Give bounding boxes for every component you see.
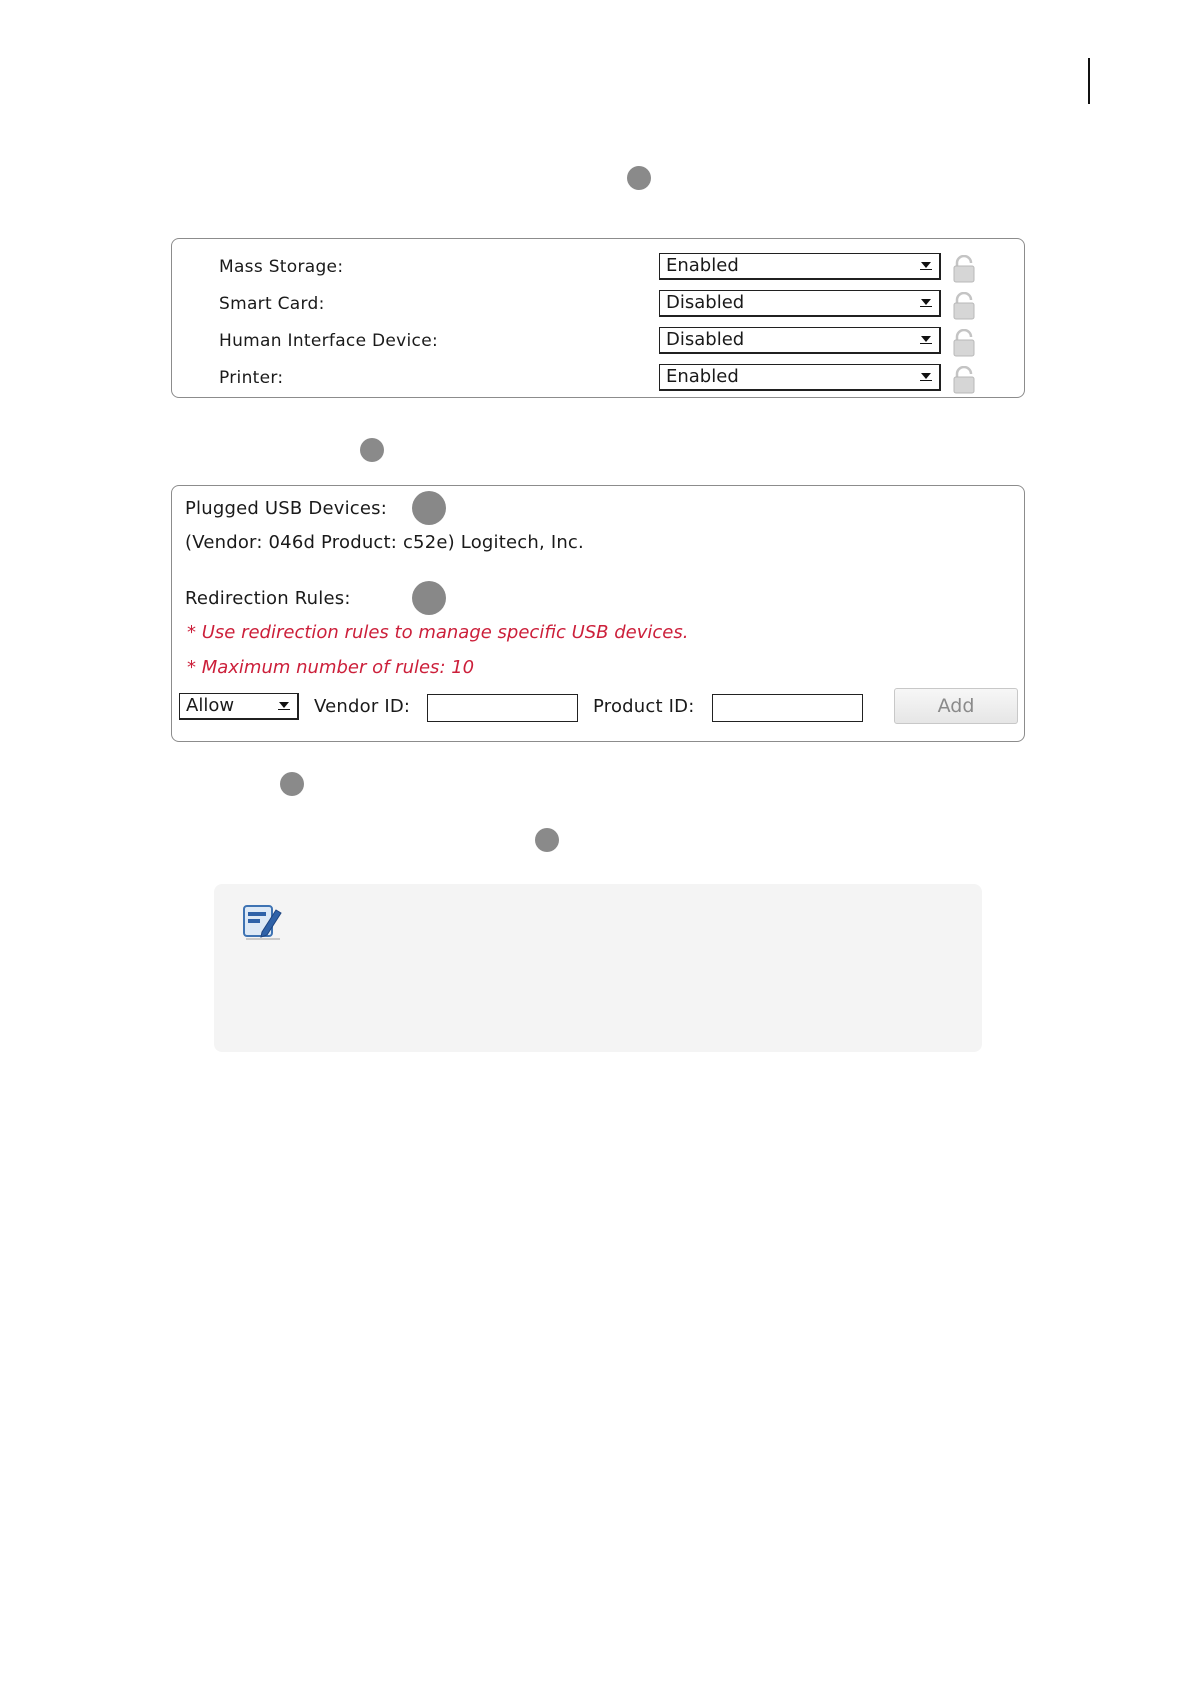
device-row-smart-card — [172, 287, 1024, 323]
lock-icon[interactable] — [951, 366, 977, 394]
callout-marker — [535, 828, 559, 852]
chevron-down-icon — [921, 336, 931, 342]
callout-marker — [627, 166, 651, 190]
lock-icon[interactable] — [951, 292, 977, 320]
select-value: Disabled — [666, 329, 745, 350]
rule-action-select[interactable] — [179, 693, 299, 720]
device-label: Human Interface Device: — [219, 331, 438, 351]
note-icon — [240, 902, 284, 942]
redirection-rules-label: Redirection Rules: — [185, 588, 351, 609]
select-value: Enabled — [666, 255, 739, 276]
product-id-input[interactable] — [712, 694, 863, 722]
select-value: Disabled — [666, 292, 745, 313]
lock-icon[interactable] — [951, 329, 977, 357]
device-label: Smart Card: — [219, 294, 325, 314]
device-label: Mass Storage: — [219, 257, 344, 277]
lock-icon[interactable] — [951, 255, 977, 283]
callout-marker — [280, 772, 304, 796]
chevron-down-icon — [921, 373, 931, 379]
vendor-id-input[interactable] — [427, 694, 578, 722]
callout-marker — [412, 491, 446, 525]
chevron-down-icon — [921, 262, 931, 268]
add-rule-button[interactable]: Add — [894, 688, 1018, 724]
page-margin-rule — [1088, 58, 1090, 104]
note-box — [214, 884, 982, 1052]
chevron-down-icon — [921, 299, 931, 305]
hid-select[interactable] — [659, 327, 941, 354]
device-label: Printer: — [219, 368, 284, 388]
smart-card-select[interactable] — [659, 290, 941, 317]
product-id-label: Product ID: — [593, 696, 695, 717]
mass-storage-select[interactable] — [659, 253, 941, 280]
callout-marker — [360, 438, 384, 462]
device-row-mass-storage — [172, 250, 1024, 286]
plugged-devices-label: Plugged USB Devices: — [185, 498, 388, 519]
device-control-panel — [171, 238, 1025, 398]
printer-select[interactable] — [659, 364, 941, 391]
select-value: Allow — [186, 695, 235, 716]
callout-marker — [412, 581, 446, 615]
plugged-device-entry[interactable]: (Vendor: 046d Product: c52e) Logitech, Inc. — [185, 532, 584, 553]
rules-note-max: * Maximum number of rules: 10 — [187, 657, 475, 678]
vendor-id-label: Vendor ID: — [314, 696, 411, 717]
chevron-down-icon — [279, 702, 289, 708]
rules-note-usage: * Use redirection rules to manage specific USB devices. — [187, 622, 689, 643]
device-row-printer — [172, 361, 1024, 397]
usb-redirection-panel — [171, 485, 1025, 742]
device-row-hid — [172, 324, 1024, 360]
select-value: Enabled — [666, 366, 739, 387]
